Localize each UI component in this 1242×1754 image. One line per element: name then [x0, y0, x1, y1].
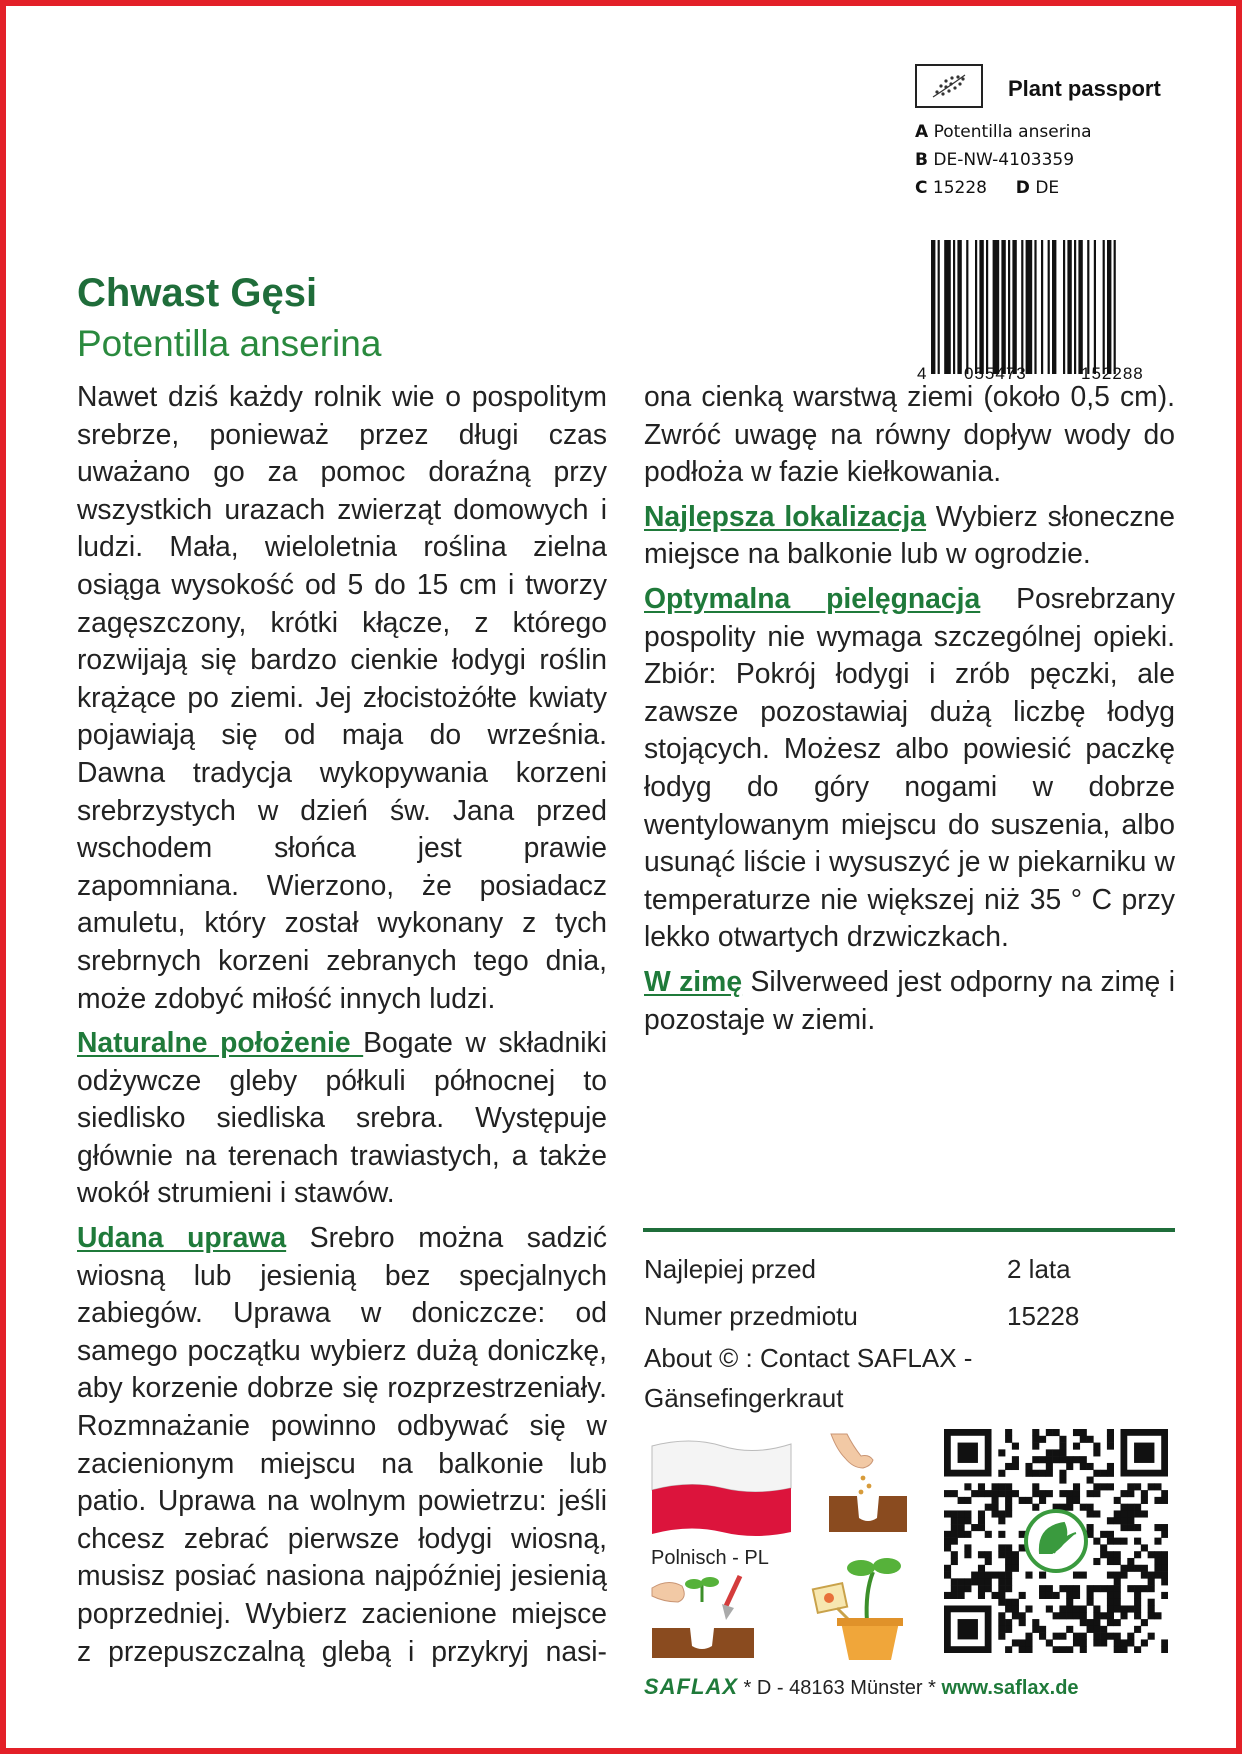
- natural-habitat-heading: Naturalne położenie: [77, 1026, 364, 1059]
- best-before-label: Najlepiej przed: [644, 1254, 816, 1284]
- winter-heading: W zimę: [644, 964, 743, 997]
- qr-code-icon[interactable]: [944, 1429, 1168, 1653]
- best-before-value: 2 lata: [1007, 1254, 1071, 1284]
- passport-line-a: [915, 122, 1092, 142]
- cultivation-heading: Udana uprawa: [77, 1221, 287, 1254]
- barcode-bars: [931, 240, 1181, 380]
- care-paragraph: [644, 580, 1175, 956]
- passport-c-label: C: [915, 178, 928, 198]
- barcode-left-digits: 055473: [964, 364, 1027, 383]
- description-right-column: [644, 378, 1175, 1045]
- planting-hands-icon: [648, 1572, 760, 1660]
- natural-habitat-paragraph: [77, 1024, 607, 1212]
- info-divider: [643, 1228, 1175, 1232]
- passport-a-value: Potentilla anserina: [933, 122, 1092, 142]
- location-heading: Najlepsza lokalizacja: [644, 499, 926, 532]
- plant-passport-title: Plant passport: [1008, 76, 1161, 101]
- about-line-1: About © : Contact SAFLAX -: [644, 1343, 973, 1373]
- intro-paragraph: Nawet dziś każdy rolnik wie o pospolitym srebrze, ponieważ przez długi czas uważano go za pomoc doraźną przy wszystkich urazach zwierząt domowych i ludzi. Mała, wieloletnia roślina zielna osiąga wysokość od 5 do 15 cm i tworzy zagęszczony, krótki kłącze, z którego rozwijają się bardzo cienkie łodygi roślin krążące po ziemi. Jej złocistożółte kwiaty pojawiają się od maja do września. Dawna tradycja wykopywania korzeni srebrzystych w dzień św. Jana przed wschodem słońca jest prawie zapomniana. Wierzono, że posiadacz amuletu, który został wykonany z tych srebrnych korzeni zebranych tego dnia, może zdobyć miłość innych ludzi.: [77, 380, 607, 1014]
- website-link[interactable]: www.saflax.de: [941, 1677, 1079, 1699]
- passport-d-value: DE: [1035, 178, 1060, 198]
- brand-logo: SAFLAX: [644, 1674, 738, 1699]
- barcode-first-digit: 4: [917, 364, 927, 383]
- cultivation-paragraph: [77, 1219, 607, 1670]
- language-caption: Polnisch - PL: [651, 1547, 769, 1569]
- barcode: [931, 240, 1181, 380]
- potted-seedling-icon: [807, 1552, 913, 1662]
- item-number-value: 15228: [1007, 1301, 1080, 1331]
- footer: [644, 1674, 1079, 1700]
- description-left-column: [77, 378, 607, 1677]
- barcode-right-digits: 152288: [1081, 364, 1144, 383]
- passport-b-label: B: [915, 150, 928, 170]
- footer-address: * D - 48163 Münster *: [738, 1677, 942, 1699]
- passport-c-value: 15228: [932, 178, 987, 198]
- location-text: Wybierz słoneczne miejsce na balkonie lub w ogrodzie.: [644, 499, 1175, 570]
- eu-organic-leaf-icon: [915, 64, 983, 108]
- winter-paragraph: [644, 963, 1175, 1038]
- care-heading: Optymalna pielęgnacja: [644, 581, 981, 614]
- passport-d-label: D: [1015, 178, 1030, 198]
- location-paragraph: [644, 498, 1175, 573]
- poland-flag-icon: [650, 1438, 793, 1540]
- about-line-2: Gänsefingerkraut: [644, 1383, 844, 1413]
- passport-b-value: DE-NW-4103359: [933, 150, 1075, 170]
- cultivation-text: Srebro można sadzić wiosną lub jesienią bez specjalnych zabiegów. Uprawa w doniczcze: od samego początku wybierz dużą doniczkę, aby korzenie dobrze się rozprzestrzeniały. Rozmnażanie powinno odbywać się w zacienionym miejscu na balkonie lub patio. Uprawa na wolnym powietrzu: jeśli chcesz zebrać pierwsze łodygi wiosną, musisz posiać nasiona najpóźniej jesienią poprzedniej. Wybierz zacienione miejsce z przepuszczalną glebą i przykryj nasi-: [77, 1221, 607, 1667]
- plant-latin-name: Potentilla anserina: [77, 323, 382, 364]
- qr-code-matrix: [944, 1429, 1168, 1653]
- cultivation-continued-paragraph: ona cienką warstwą ziemi (około 0,5 cm). Zwróć uwagę na równy dopływ wody do podłoża w fazie kiełkowania.: [644, 380, 1175, 488]
- care-text: Posrebrzany pospolity nie wymaga szczególnej opieki. Zbiór: Pokrój łodygi i zrób pęczki, ale zawsze pozostawiaj dużą liczbę łodyg stojących. Możesz albo powiesić paczkę łodyg do góry nogami w dobrze wentylowanym miejscu do suszenia, albo usunąć liście i wysuszyć je w piekarniku w temperaturze nie większej niż 35 ° C przy lekko otwartych drzwiczkach.: [644, 581, 1175, 953]
- natural-habitat-text: Bogate w składniki odżywcze gleby półkuli północnej to siedlisko siedliska srebra. Występuje głównie na terenach trawiastych, a także wokół strumieni i stawów.: [77, 1026, 607, 1209]
- sowing-hand-icon: [823, 1432, 915, 1540]
- item-number-label: Numer przedmiotu: [644, 1301, 858, 1331]
- plant-common-name: Chwast Gęsi: [77, 271, 318, 315]
- winter-text: Silverweed jest odporny na zimę i pozostaje w ziemi.: [644, 964, 1175, 1035]
- passport-line-b: [915, 150, 1074, 170]
- passport-line-cd: [915, 178, 1059, 198]
- passport-a-label: A: [915, 122, 929, 142]
